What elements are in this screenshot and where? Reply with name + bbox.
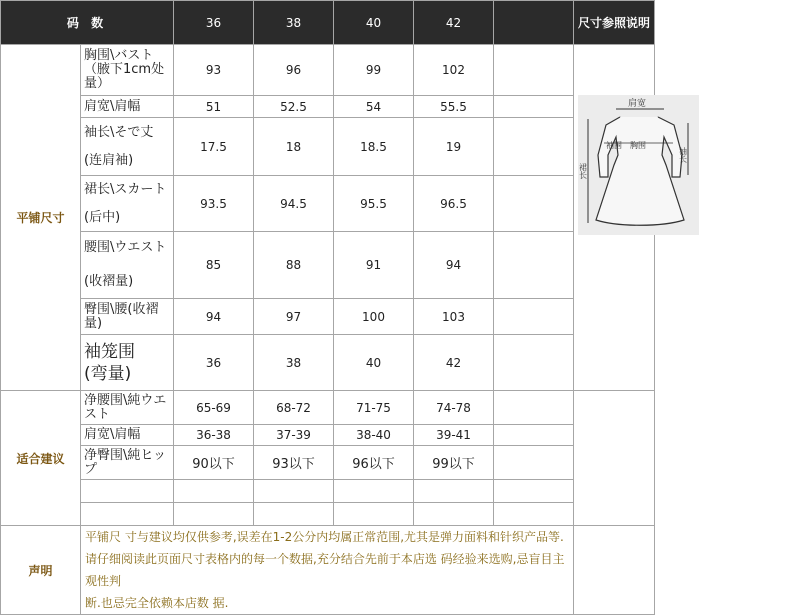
row-name [81, 176, 174, 232]
armhole-label: 袖围 [606, 140, 622, 150]
table-cell: 36 [174, 335, 254, 391]
table-row [1, 232, 785, 299]
table-cell: 94.5 [254, 176, 334, 232]
row-name-text: 袖长\そで丈 [84, 125, 153, 140]
fit-section-label: 适合建议 [1, 391, 81, 526]
table-cell: 96 [254, 45, 334, 96]
row-name-text: 裙长\スカート [84, 182, 166, 197]
row-name-text: 净腰围\純ウエスト [84, 393, 166, 422]
length-label: 裙长 [579, 163, 588, 180]
table-cell: 96以下 [334, 446, 414, 480]
row-name-subtext: (收褶量) [84, 275, 170, 289]
row-name [81, 96, 174, 118]
shoulder-label: 肩宽 [628, 97, 646, 109]
table-cell: 55.5 [414, 96, 494, 118]
table-row [1, 503, 785, 526]
empty-cell [254, 480, 334, 503]
row-name [81, 425, 174, 446]
empty-cell [494, 335, 574, 391]
table-cell: 96.5 [414, 176, 494, 232]
row-name [81, 45, 174, 96]
empty-cell [81, 480, 174, 503]
table-cell: 99 [334, 45, 414, 96]
reference-empty-cell [574, 526, 655, 615]
empty-cell [494, 391, 574, 425]
statement-line: 请仔细阅读此页面尺寸表格内的每一个数据,充分结合先前于本店选 码经验来选购,忌盲目主观性判 [85, 548, 569, 592]
statement-row [1, 526, 785, 615]
row-name-text: 净臀围\純ヒップ [84, 448, 166, 477]
row-name [81, 391, 174, 425]
table-cell: 40 [334, 335, 414, 391]
table-cell: 85 [174, 232, 254, 299]
row-name-subtext: (后中) [84, 211, 170, 225]
row-name-subtext: (连肩袖) [84, 154, 170, 168]
table-cell: 68-72 [254, 391, 334, 425]
table-cell: 52.5 [254, 96, 334, 118]
table-cell: 17.5 [174, 118, 254, 176]
empty-cell [494, 299, 574, 335]
table-cell: 54 [334, 96, 414, 118]
empty-cell [494, 480, 574, 503]
row-name-text: 袖笼围 [84, 342, 135, 362]
empty-cell [81, 503, 174, 526]
empty-cell [494, 45, 574, 96]
header-row [1, 1, 785, 45]
table-cell: 102 [414, 45, 494, 96]
table-cell: 51 [174, 96, 254, 118]
empty-cell [414, 480, 494, 503]
table-cell: 74-78 [414, 391, 494, 425]
table-cell: 39-41 [414, 425, 494, 446]
table-row [1, 391, 785, 425]
size-header-38: 38 [254, 1, 334, 45]
empty-cell [494, 503, 574, 526]
empty-cell [494, 176, 574, 232]
table-cell: 93 [174, 45, 254, 96]
row-name-text: 腰围\ウエスト [84, 240, 166, 255]
table-cell: 88 [254, 232, 334, 299]
statement-label: 声明 [1, 526, 81, 615]
table-row [1, 45, 785, 96]
table-cell: 90以下 [174, 446, 254, 480]
flat-section-label: 平铺尺寸 [1, 45, 81, 391]
row-name [81, 335, 174, 391]
row-name-text: 臀围\腰(收褶量) [84, 302, 158, 331]
row-name [81, 118, 174, 176]
row-name-text: 肩宽\肩幅 [84, 427, 140, 442]
statement-text [81, 526, 574, 615]
table-cell: 19 [414, 118, 494, 176]
row-name-text: 胸围\バスト（腋下1cm处量） [84, 48, 164, 91]
empty-cell [494, 118, 574, 176]
size-reference-diagram [574, 45, 655, 391]
table-cell: 38-40 [334, 425, 414, 446]
size-header-42: 42 [414, 1, 494, 45]
table-cell: 103 [414, 299, 494, 335]
table-cell: 65-69 [174, 391, 254, 425]
table-cell: 94 [414, 232, 494, 299]
table-cell: 37-39 [254, 425, 334, 446]
statement-line: 平铺尺 寸与建议均仅供参考,误差在1-2公分内均属正常范围,尤其是弹力面料和针织产品等. [85, 526, 569, 548]
table-cell: 36-38 [174, 425, 254, 446]
bust-label: 胸围 [630, 141, 646, 150]
table-row [1, 335, 785, 391]
table-row [1, 299, 785, 335]
row-name [81, 299, 174, 335]
table-cell: 97 [254, 299, 334, 335]
table-cell: 95.5 [334, 176, 414, 232]
empty-cell [334, 480, 414, 503]
empty-cell [334, 503, 414, 526]
table-cell: 100 [334, 299, 414, 335]
table-cell: 18.5 [334, 118, 414, 176]
table-row [1, 425, 785, 446]
table-cell: 38 [254, 335, 334, 391]
empty-cell [494, 232, 574, 299]
sleeve-label: 袖长 [679, 146, 688, 164]
empty-cell [174, 480, 254, 503]
table-row [1, 480, 785, 503]
row-name-text: 肩宽\肩幅 [84, 99, 140, 114]
size-header-36: 36 [174, 1, 254, 45]
size-label-header: 码 数 [1, 1, 174, 45]
size-header-40: 40 [334, 1, 414, 45]
empty-cell [494, 425, 574, 446]
table-cell: 99以下 [414, 446, 494, 480]
table-row [1, 446, 785, 480]
table-cell: 93以下 [254, 446, 334, 480]
reference-empty-cell [574, 391, 655, 526]
reference-header: 尺寸参照说明 [574, 1, 655, 45]
empty-cell [414, 503, 494, 526]
table-cell: 93.5 [174, 176, 254, 232]
header-empty [494, 1, 574, 45]
table-cell: 91 [334, 232, 414, 299]
empty-cell [494, 446, 574, 480]
table-cell: 94 [174, 299, 254, 335]
empty-cell [174, 503, 254, 526]
table-cell: 42 [414, 335, 494, 391]
empty-cell [254, 503, 334, 526]
statement-line: 断.也忌完全依赖本店数 据. [85, 592, 569, 614]
row-name [81, 232, 174, 299]
table-cell: 18 [254, 118, 334, 176]
empty-cell [494, 96, 574, 118]
dress-measurement-diagram-icon [578, 95, 699, 235]
row-name [81, 446, 174, 480]
row-name-subtext: (弯量) [84, 364, 131, 384]
table-cell: 71-75 [334, 391, 414, 425]
